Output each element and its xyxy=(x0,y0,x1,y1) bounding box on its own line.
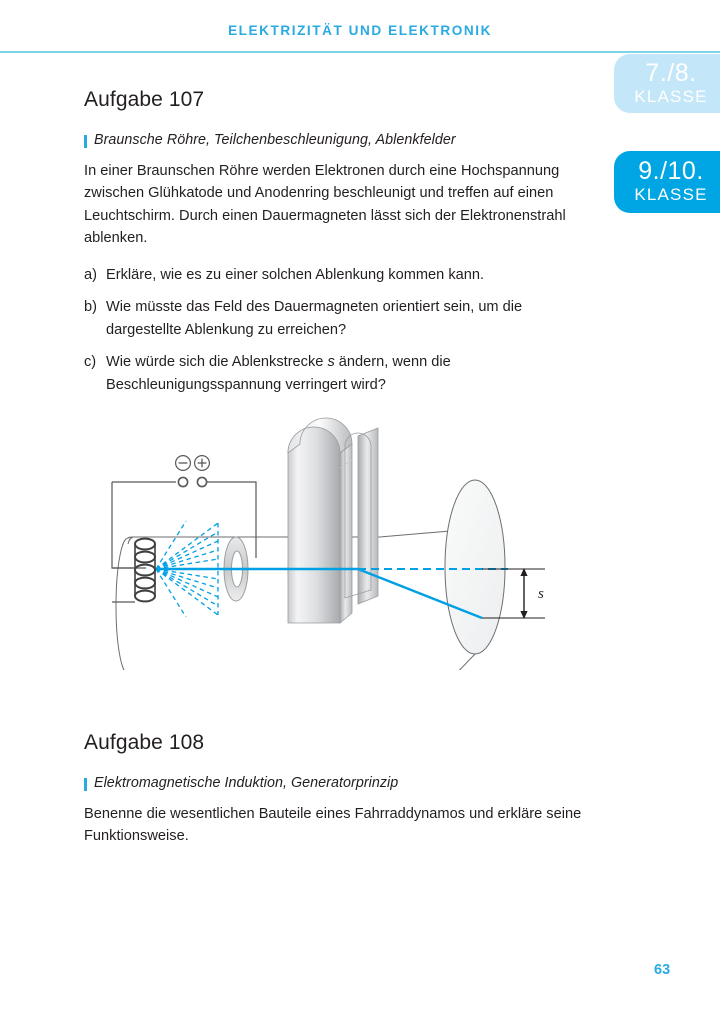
task-107-item-a xyxy=(84,264,584,286)
task-107-item-c-marker: c) xyxy=(84,354,97,371)
page-header xyxy=(0,0,720,53)
class-badge-9-10[interactable] xyxy=(614,151,720,213)
heating-coil-cathode xyxy=(135,539,155,602)
cathode-leads xyxy=(112,568,135,602)
terminal-positive-post xyxy=(197,477,206,486)
task-108-keywords xyxy=(84,775,594,791)
task-107-paragraph: In einer Braunschen Röhre werden Elektronen durch eine Hochspannung zwischen Glühkatode und Anodenring beschleunigt und treffen auf einen Leuchtschirm. Durch einen Dauermagneten lässt sich der Elektronenstrahl ablenken. xyxy=(84,163,566,247)
task-107-subitems xyxy=(84,264,584,406)
horseshoe-magnet xyxy=(288,418,378,623)
header-divider xyxy=(0,51,720,53)
class-badge-7-8-grade: 7./8. xyxy=(645,59,697,87)
page-title: ELEKTRIZITÄT UND ELEKTRONIK xyxy=(228,23,492,38)
symbol-s-italic: s xyxy=(327,354,335,371)
class-badge-9-10-label: KLASSE xyxy=(634,185,708,204)
class-badge-9-10-grade: 9./10. xyxy=(638,157,704,185)
task-107-item-b-marker: b) xyxy=(84,299,97,316)
task-108-title: Aufgabe 108 xyxy=(84,731,205,754)
task-107-title: Aufgabe 107 xyxy=(84,88,205,111)
braun-tube-diagram xyxy=(90,408,570,670)
task-107-item-b-text: Wie müsste das Feld des Dauermagneten orientiert sein, um die dargestellte Ablenkung zu erreichen? xyxy=(106,299,523,338)
voltage-source-terminals[interactable] xyxy=(176,456,210,487)
terminal-negative-post xyxy=(178,477,187,486)
task-107-keywords xyxy=(84,132,594,148)
task-108-keywords-text: Elektromagnetische Induktion, Generatorprinzip xyxy=(94,775,399,791)
task-107-item-c xyxy=(84,351,584,396)
minus-icon xyxy=(176,456,191,471)
class-badge-7-8-label: KLASSE xyxy=(634,87,708,106)
task-107-item-b xyxy=(84,296,584,341)
keyword-marker-bar xyxy=(84,778,87,791)
wire-negative xyxy=(112,482,146,568)
task-107-item-c-text: Wie würde sich die Ablenkstrecke s ändern, wenn die Beschleunigungsspannung verringert wird? xyxy=(106,354,451,393)
task-108-paragraph: Benenne die wesentlichen Bauteile eines Fahrraddynamos und erkläre seine Funktionsweise. xyxy=(84,806,582,845)
keyword-marker-bar xyxy=(84,135,87,148)
page-number: 63 xyxy=(654,962,671,978)
class-badge-7-8[interactable] xyxy=(614,54,720,113)
tube-left-cap xyxy=(116,538,128,670)
task-107-keywords-text: Braunsche Röhre, Teilchenbeschleunigung, Ablenkfelder xyxy=(94,132,456,148)
cone-bottom-edge xyxy=(380,654,475,670)
task-107-item-a-marker: a) xyxy=(84,267,97,283)
task-107-item-a-text: Erkläre, wie es zu einer solchen Ablenkung kommen kann. xyxy=(106,267,485,283)
deflection-label-s: s xyxy=(538,586,544,602)
fluorescent-screen xyxy=(445,480,505,654)
plus-icon xyxy=(195,456,210,471)
